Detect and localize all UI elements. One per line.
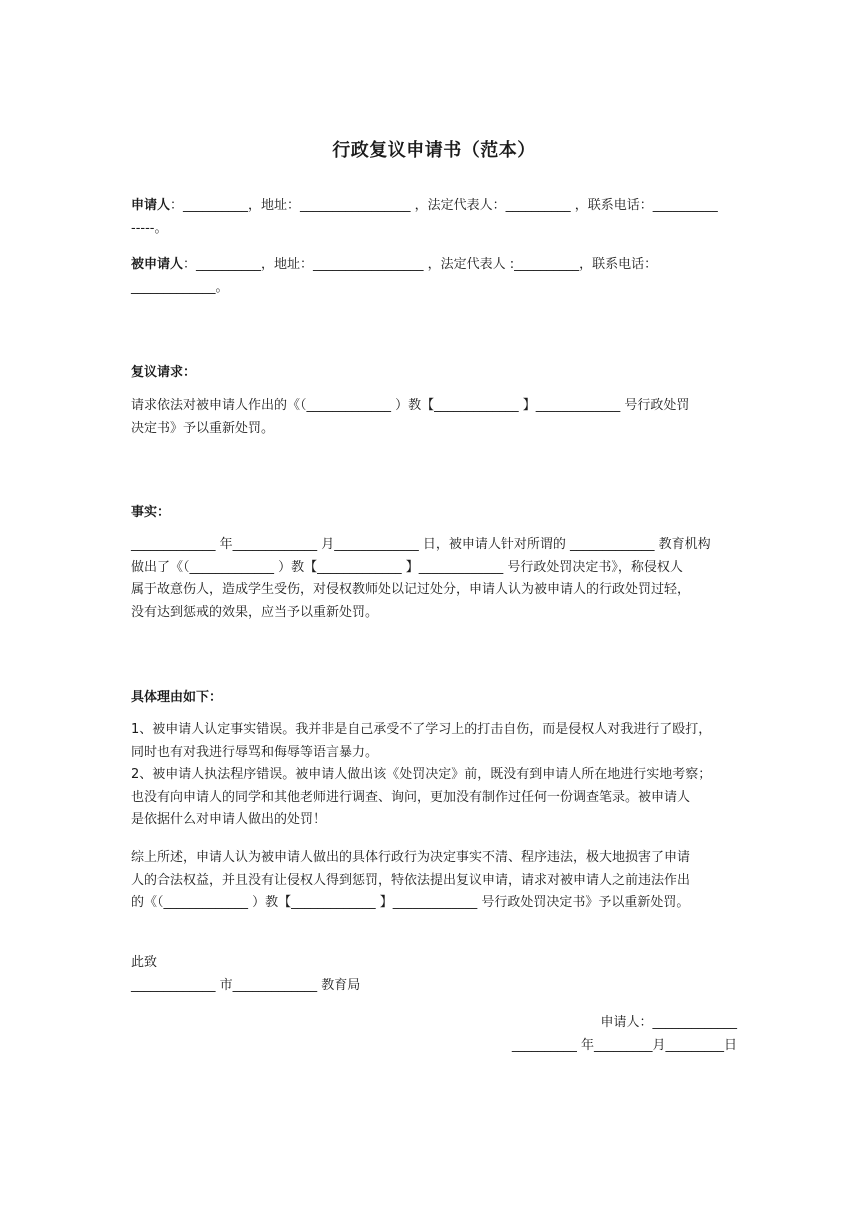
paragraph-line: 也没有向申请人的同学和其他老师进行调查、询问，更加没有制作过任何一份调查笔录。被申请人	[131, 789, 691, 805]
closing-recipient: _____________ 市_____________ 教育局	[131, 977, 361, 993]
paragraph-line: 人的合法权益，并且没有让侵权人得到惩罚，特依法提出复议申请，请求对被申请人之前违法作出	[131, 872, 691, 888]
summary-body	[131, 847, 751, 915]
request-heading: 复议请求：	[131, 365, 197, 380]
paragraph-line: _____________ 年_____________ 月_____________ 日，被申请人针对所谓的 _____________ 教育机构	[131, 537, 711, 552]
applicant-section	[131, 195, 751, 240]
respondent-section	[131, 254, 751, 299]
applicant-line2: -----。	[131, 220, 168, 236]
paragraph-line: 的《（_____________ ）教【_____________ 】_____________ 号行政处罚决定书》予以重新处罚。	[131, 895, 690, 910]
signature-applicant: 申请人：_____________	[600, 1015, 737, 1030]
paragraph-line: 做出了《（_____________ ）教【_____________ 】_____________ 号行政处罚决定书》，称侵权人	[131, 559, 683, 575]
facts-body	[131, 534, 751, 624]
applicant-line1: ：__________，地址：_________________ ，法定代表人：__________ ，联系电话：__________	[170, 198, 718, 213]
signature-section	[512, 1012, 737, 1057]
respondent-line2: _____________。	[131, 279, 229, 295]
closing-section	[131, 952, 751, 997]
reasons-heading: 具体理由如下：	[131, 690, 223, 705]
paragraph-line: 决定书》予以重新处罚。	[131, 420, 275, 436]
paragraph-line: 属于故意伤人，造成学生受伤，对侵权教师处以记过处分，申请人认为被申请人的行政处罚过轻，	[131, 582, 691, 597]
respondent-line1: ：__________，地址：_________________ ，法定代表人 :__________，联系电话：	[183, 257, 658, 272]
paragraph-line: 综上所述，申请人认为被申请人做出的具体行政行为决定事实不清、程序违法，极大地损害了申请	[131, 850, 691, 865]
paragraph-line: 请求依法对被申请人作出的《（_____________ ）教【_____________ 】_____________ 号行政处罚	[131, 398, 690, 413]
paragraph-line: 是依据什么对申请人做出的处罚！	[131, 812, 327, 827]
signature-date: __________ 年_________月_________日	[511, 1037, 737, 1053]
applicant-label: 申请人	[131, 198, 171, 213]
document-title: 行政复议申请书（范本）	[332, 140, 536, 161]
paragraph-line: 同时也有对我进行辱骂和侮辱等语言暴力。	[131, 744, 379, 760]
paragraph-line: 2、被申请人执法程序错误。被申请人做出该《处罚决定》前，既没有到申请人所在地进行实地考察；	[131, 767, 712, 782]
paragraph-line: 1、被申请人认定事实错误。我并非是自己承受不了学习上的打击自伤，而是侵权人对我进行了殴打，	[131, 722, 712, 737]
request-body	[131, 395, 751, 440]
respondent-label: 被申请人	[131, 257, 184, 272]
paragraph-line: 没有达到惩戒的效果，应当予以重新处罚。	[131, 604, 379, 620]
facts-heading: 事实：	[131, 505, 171, 520]
reasons-body	[131, 719, 751, 832]
closing-salutation: 此致	[131, 955, 158, 970]
